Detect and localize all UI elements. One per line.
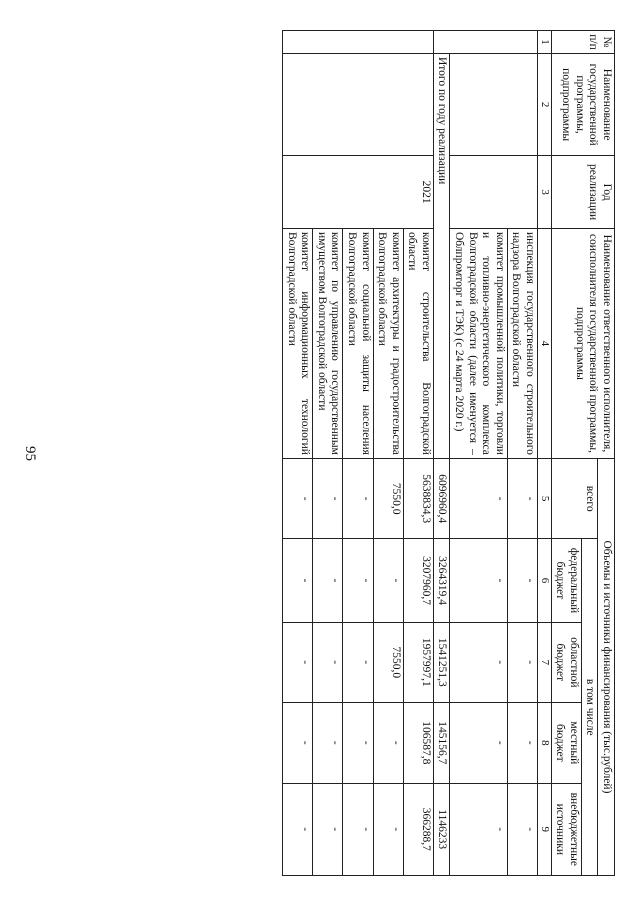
- total-row: [433, 31, 450, 876]
- total-cell: -: [450, 458, 507, 538]
- col-index: 5: [537, 458, 551, 538]
- col-index: 1: [537, 31, 551, 54]
- column-index-row: [537, 31, 551, 876]
- regional-cell: -: [450, 622, 507, 702]
- total-cell: -: [313, 458, 343, 538]
- col-header-regional: областной бюджет: [551, 622, 581, 702]
- federal-cell: 3264319,4: [433, 539, 450, 622]
- responsible-cell: комитет архитектуры и градостроительства Волгоградской области: [373, 228, 403, 458]
- federal-cell: -: [343, 539, 373, 622]
- local-cell: -: [507, 703, 537, 783]
- col-header-financing: Объемы и источники финансирования (тыс.рублей): [598, 458, 615, 875]
- local-cell: -: [373, 703, 403, 783]
- regional-cell: -: [313, 622, 343, 702]
- federal-cell: -: [283, 539, 313, 622]
- federal-cell: -: [450, 539, 507, 622]
- responsible-cell: комитет по управлению государственным имуществом Волгоградской области: [313, 228, 343, 458]
- table-row: [450, 31, 507, 876]
- col-index: 9: [537, 783, 551, 875]
- total-cell: 5638834,3: [403, 458, 433, 538]
- year-cell: 2021: [283, 156, 434, 229]
- federal-cell: 3207960,7: [403, 539, 433, 622]
- financing-table-page: [147, 30, 615, 876]
- responsible-cell: комитет социальной защиты населения Волгоградской области: [343, 228, 373, 458]
- federal-cell: -: [507, 539, 537, 622]
- table-row: [507, 31, 537, 876]
- extra-cell: -: [313, 783, 343, 875]
- col-index: 2: [537, 53, 551, 155]
- regional-cell: -: [343, 622, 373, 702]
- responsible-cell: инспекция государственного строительного надзора Волгоградской области: [507, 228, 537, 458]
- col-header-local: местный бюджет: [551, 703, 581, 783]
- col-header-year: Год реализации: [551, 156, 614, 229]
- total-cell: -: [507, 458, 537, 538]
- col-index: 6: [537, 539, 551, 622]
- extra-cell: -: [450, 783, 507, 875]
- extra-cell: -: [373, 783, 403, 875]
- regional-cell: 1541251,3: [433, 622, 450, 702]
- col-header-num: № п/п: [551, 31, 614, 54]
- local-cell: -: [343, 703, 373, 783]
- total-cell: 6096960,4: [433, 458, 450, 538]
- page-number: 95: [22, 446, 38, 461]
- extra-cell: 1146233: [433, 783, 450, 875]
- financing-table: [282, 30, 615, 876]
- regional-cell: -: [507, 622, 537, 702]
- table-row: [403, 31, 433, 876]
- col-header-extra: внебюджетные источники: [551, 783, 581, 875]
- extra-cell: 366288,7: [403, 783, 433, 875]
- col-index: 3: [537, 156, 551, 229]
- total-cell: -: [283, 458, 313, 538]
- local-cell: -: [283, 703, 313, 783]
- col-header-program: Наименование государственной программы, подпрограммы: [551, 53, 614, 155]
- col-header-responsible: Наименование ответственного исполнителя, соисполнителя государственной программы, подпрограммы: [551, 228, 614, 458]
- responsible-cell: комитет строительства Волгоградской области: [403, 228, 433, 458]
- extra-cell: -: [507, 783, 537, 875]
- col-index: 7: [537, 622, 551, 702]
- col-header-including: в том числе: [581, 539, 598, 876]
- regional-cell: 7550,0: [373, 622, 403, 702]
- col-index: 8: [537, 703, 551, 783]
- federal-cell: -: [313, 539, 343, 622]
- local-cell: 106587,8: [403, 703, 433, 783]
- col-index: 4: [537, 228, 551, 458]
- regional-cell: -: [283, 622, 313, 702]
- total-row-label: Итого по году реализации: [433, 53, 450, 458]
- local-cell: -: [313, 703, 343, 783]
- federal-cell: -: [373, 539, 403, 622]
- local-cell: 145156,7: [433, 703, 450, 783]
- responsible-cell: комитет информационных технологий Волгоградской области: [283, 228, 313, 458]
- extra-cell: -: [343, 783, 373, 875]
- total-cell: -: [343, 458, 373, 538]
- col-header-total: всего: [551, 458, 598, 538]
- extra-cell: -: [283, 783, 313, 875]
- col-header-federal: федеральный бюджет: [551, 539, 581, 622]
- local-cell: -: [450, 703, 507, 783]
- responsible-cell: комитет промышленной политики, торговли и топливно-энергетического комплекса Волгоградской области (далее именуется – Облпромторг и ТЭК) (с 24 марта 2020 г.): [450, 228, 507, 458]
- regional-cell: 1957997,1: [403, 622, 433, 702]
- total-cell: 7550,0: [373, 458, 403, 538]
